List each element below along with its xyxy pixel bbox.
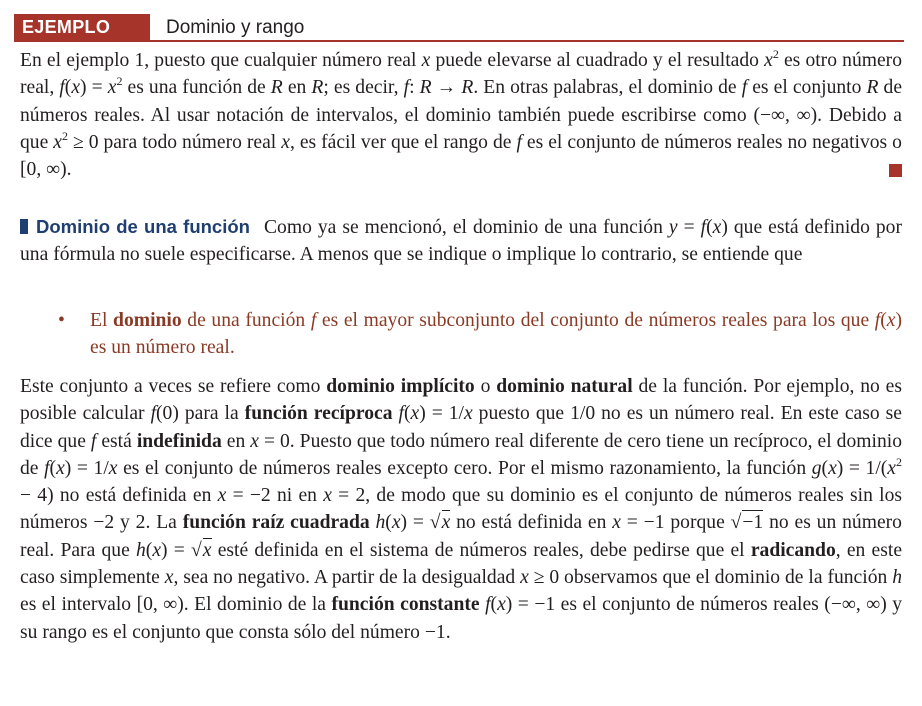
end-of-example-square-icon [889, 164, 902, 177]
example-title: Dominio y rango [166, 17, 305, 38]
domain-section-paragraph: Dominio de una función Como ya se mencionó, el dominio de una función y = f(x) que está definido por una fórmula no suele especificarse. A menos que se indique o implique lo contrario, se entiende que [20, 216, 902, 266]
example-header [14, 14, 904, 42]
example-paragraph: En el ejemplo 1, puesto que cualquier número real x puede elevarse al cuadrado y el resultado $x^2$ es otro número real, $f(x) = x^2$ es una función de R en R; es decir, f: R → R. En otras palabras, el dominio de f es el conjunto R de números reales. Al usar notación de intervalos, el dominio también puede escribirse como (−∞, ∞). Debido a que $x^2 \ge 0$ para todo número real x, es fácil ver que el rango de f es el conjunto de números reales no negativos o [0, ∞). [20, 47, 903, 181]
implicit-domain-paragraph: Este conjunto a veces se refiere como dominio implícito o dominio natural de la función. Por ejemplo, no es posible calcular f(0) para la función recíproca f(x) = 1/x puesto que 1/0 no es un número real. En este caso se dice que f está indefinida en x = 0. Puesto que todo número real diferente de cero tiene un recíproco, el dominio de f(x) = 1/x es el conjunto de números reales excepto cero. Por el mismo razonamiento, la función $g(x) = 1/(x^2 - 4)$ no está definida en x = −2 ni en x = 2, de modo que su dominio es el conjunto de números reales sin los números −2 y 2. La función raíz cuadrada h(x) = √x no está definida en x = −1 porque √−1 no es un número real. Para que h(x) = √x esté definida en el sistema de números reales, debe pedirse que el radicando, en este caso simplemente x, sea no negativo. A partir de la desigualdad x ≥ 0 observamos que el dominio de la función h es el intervalo [0, ∞). El dominio de la función constante f(x) = −1 es el conjunto de números reales (−∞, ∞) y su rango es el conjunto que consta sólo del número −1. [20, 376, 903, 643]
bullet-icon: • [58, 310, 65, 331]
definition-bullet: • El dominio de una función f es el mayor subconjunto del conjunto de números reales para los que f(x) es un número real. [62, 307, 902, 362]
section-title: Dominio de una función [36, 216, 250, 237]
example-badge: EJEMPLO [14, 14, 150, 40]
section-marker-icon [20, 219, 28, 234]
